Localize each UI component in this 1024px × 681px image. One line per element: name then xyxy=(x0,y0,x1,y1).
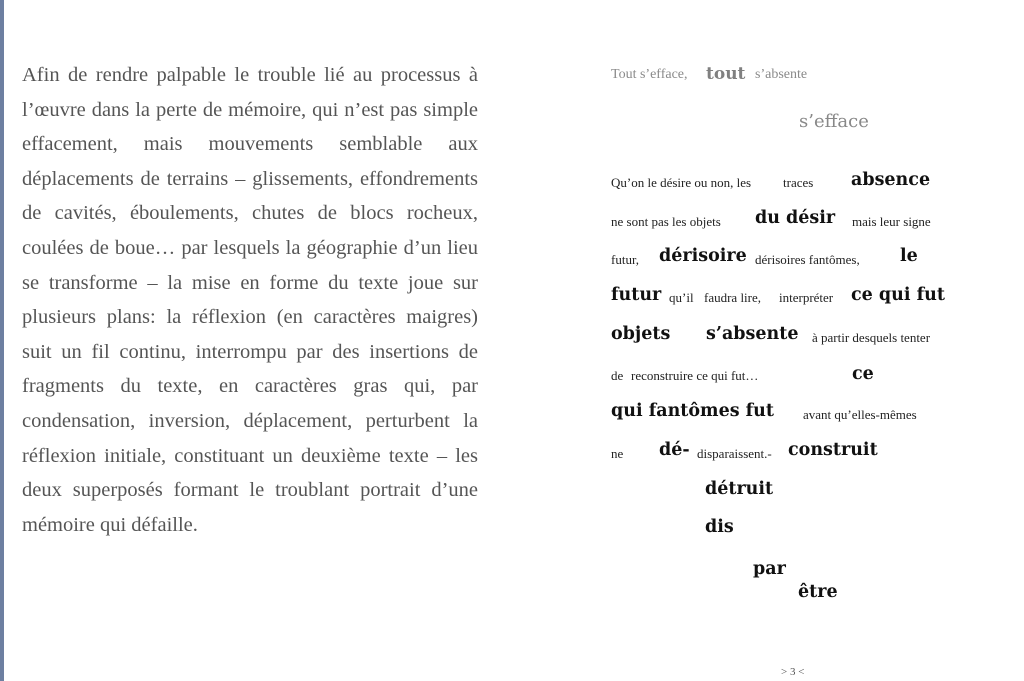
left-edge-bar xyxy=(0,0,4,681)
poem-word: être xyxy=(798,582,838,602)
poem-word: Qu’on le désire ou non, les xyxy=(611,175,752,190)
poem-word: le xyxy=(900,246,918,266)
poem-word: avant qu’elles-mêmes xyxy=(803,407,917,422)
poem-word: dérisoire xyxy=(659,246,747,266)
poem-word: construit xyxy=(788,440,878,460)
poem-word: s’absente xyxy=(706,324,799,344)
poem-word: ce xyxy=(852,364,874,384)
poem-word: à partir desquels tenter xyxy=(812,330,931,345)
poem-word: ne xyxy=(611,446,624,461)
poem-word: par xyxy=(753,559,786,579)
poem-word: s’efface xyxy=(799,111,869,132)
poem-word: Tout s’efface, xyxy=(611,67,688,82)
poem-word: dé- xyxy=(659,440,690,460)
poem-word: s’absente xyxy=(755,67,808,82)
poem-word: ce qui fut xyxy=(851,285,945,305)
poem-word: du désir xyxy=(755,208,836,228)
poem-word: tout xyxy=(706,64,746,84)
poem-word: dis xyxy=(705,517,734,537)
poem-word: de xyxy=(611,368,624,383)
poem-word: interpréter xyxy=(779,290,834,305)
poem-word: objets xyxy=(611,324,671,344)
page-number: > 3 < xyxy=(781,666,805,678)
poem-word: disparaissent.- xyxy=(697,446,772,461)
essay-paragraph: Afin de rendre palpable le trouble lié au processus à l’œuvre dans la perte de mémoire, qui n’est pas simple effacement, mais mouvements semblable aux déplacements de terrains – glissements, effondrements de cavités, éboulements, chutes de blocs rocheux, coulées de boue… par lesquels la géographie d’un lieu se transforme – la mise en forme du texte joue sur plusieurs plans: la réflexion (en caractères maigres) suit un fil continu, interrompu par des insertions de fragments du texte, en caractères gras qui, par condensation, inversion, déplacement, perturbent la réflexion initiale, constituant un deuxième texte – les deux superposés formant le troublant portrait d’une mémoire qui défaille. xyxy=(22,64,478,536)
poem-word: détruit xyxy=(705,479,774,499)
poem-word: absence xyxy=(851,170,931,190)
poem-word: dérisoires fantômes, xyxy=(755,252,860,267)
poem-word: faudra lire, xyxy=(704,290,762,305)
poem-word: mais leur signe xyxy=(852,214,931,229)
poem-word: traces xyxy=(783,175,814,190)
poem-word: futur xyxy=(611,285,662,305)
poem-word: qui fantômes fut xyxy=(611,401,774,421)
poem-word: futur, xyxy=(611,252,639,267)
poem-word: ne sont pas les objets xyxy=(611,214,721,229)
poem-word: qu’il xyxy=(669,290,694,305)
poem-word: reconstruire ce qui fut… xyxy=(631,368,759,383)
